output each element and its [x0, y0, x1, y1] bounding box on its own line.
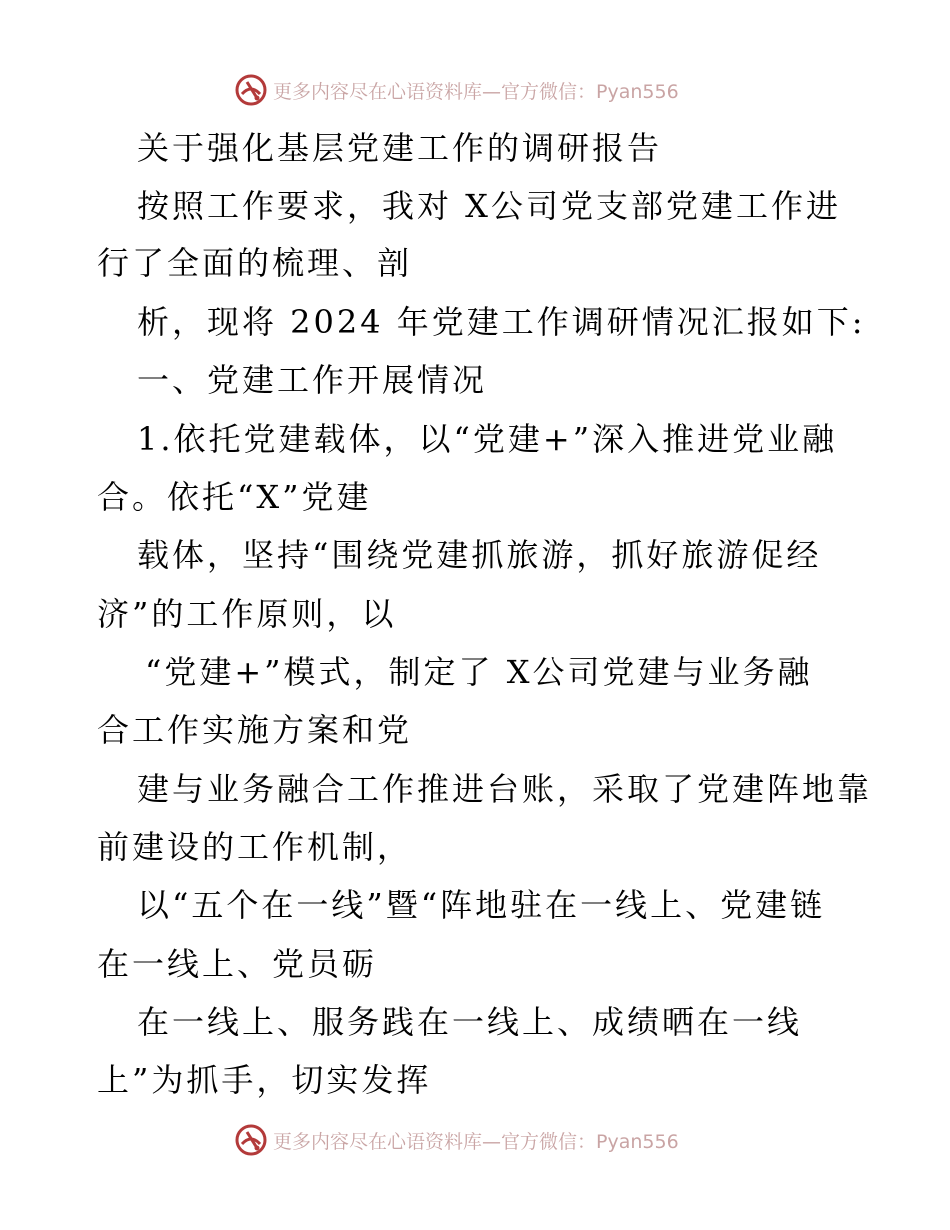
paragraph-line: 载体，坚持“围绕党建抓旅游，抓好旅游促经 — [137, 536, 822, 574]
watermark-contact: 官方微信：Pyan556 — [501, 80, 679, 103]
paragraph-line: 以“五个在一线”暨“阵地驻在一线上、党建链 — [137, 886, 826, 924]
book-pen-logo-icon — [233, 72, 269, 108]
paragraph-line: 按照工作要求，我对 X公司党支部党建工作进 — [137, 187, 841, 225]
paragraph-line: 上”为抓手，切实发挥 — [97, 1061, 432, 1099]
document-title: 关于强化基层党建工作的调研报告 — [137, 129, 663, 167]
paragraph-line: 在一线上、服务践在一线上、成绩晒在一线 — [137, 1003, 803, 1041]
paragraph-line: “党建+”模式，制定了 X公司党建与业务融 — [145, 653, 813, 691]
section-heading: 一、党建工作开展情况 — [137, 361, 488, 399]
paragraph-line: 1.依托党建载体，以“党建+”深入推进党业融 — [137, 420, 838, 458]
watermark-footer — [233, 1120, 679, 1160]
paragraph-line: 析，现将 2024 年党建工作调研情况汇报如下: — [137, 303, 866, 341]
watermark-text: 更多内容尽在心语资料库— — [273, 80, 502, 103]
paragraph-line: 合工作实施方案和党 — [97, 711, 413, 749]
paragraph-line: 在一线上、党员砺 — [97, 945, 378, 983]
paragraph-line: 行了全面的梳理、剖 — [97, 244, 413, 282]
watermark-text: 更多内容尽在心语资料库— — [273, 1130, 502, 1153]
paragraph-line: 合。依托“X”党建 — [97, 478, 372, 516]
paragraph-line: 建与业务融合工作推进台账，采取了党建阵地靠 — [137, 770, 873, 808]
watermark-contact: 官方微信：Pyan556 — [501, 1130, 679, 1153]
watermark-header — [233, 70, 679, 110]
paragraph-line: 济”的工作原则，以 — [97, 595, 397, 633]
paragraph-line: 前建设的工作机制， — [97, 828, 413, 866]
book-pen-logo-icon — [233, 1122, 269, 1158]
